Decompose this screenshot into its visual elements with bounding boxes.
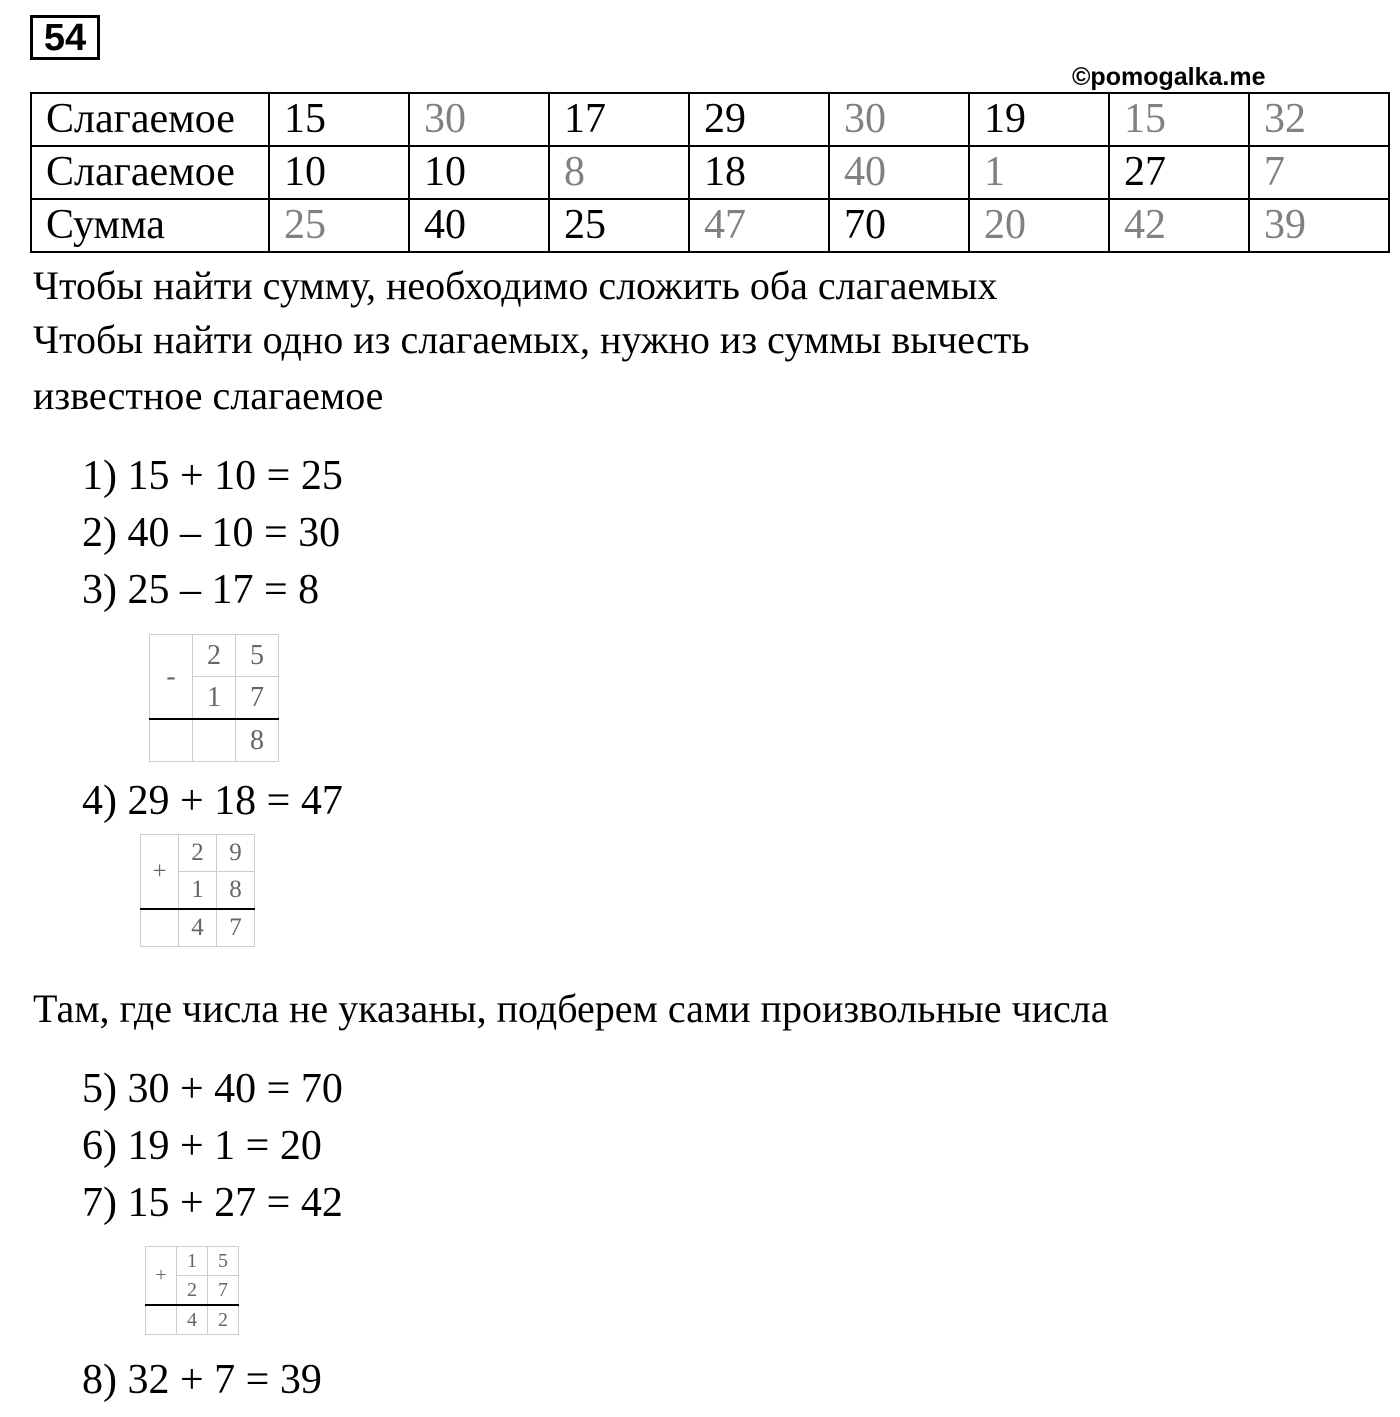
rule-line-3: известное слагаемое: [33, 373, 384, 418]
calc-empty-cell: [150, 719, 193, 762]
calc-digit: 2: [208, 1305, 239, 1335]
calc-digit: 4: [179, 909, 217, 947]
table-cell: 7: [1249, 146, 1389, 199]
table-cell: 70: [829, 199, 969, 252]
table-cell: 20: [969, 199, 1109, 252]
calc-digit: 7: [236, 677, 279, 720]
table-cell: 30: [829, 93, 969, 146]
equation-5: 5) 30 + 40 = 70: [82, 1066, 343, 1112]
calc-digit: 2: [177, 1276, 208, 1306]
calc-empty-cell: [141, 909, 179, 947]
table-cell: 40: [409, 199, 549, 252]
column-calc-addition-1: [140, 834, 255, 947]
table-cell: 10: [269, 146, 409, 199]
table-cell: 32: [1249, 93, 1389, 146]
calc-digit: 9: [217, 835, 255, 872]
equation-2: 2) 40 – 10 = 30: [82, 510, 341, 556]
calc-digit: 8: [236, 719, 279, 762]
table-cell: 42: [1109, 199, 1249, 252]
calc-operator: +: [146, 1247, 177, 1306]
row-header: Слагаемое: [31, 93, 269, 146]
table-cell: 15: [1109, 93, 1249, 146]
rule-line-2: Чтобы найти одно из слагаемых, нужно из суммы вычесть: [33, 317, 1030, 362]
table-cell: 47: [689, 199, 829, 252]
table-cell: 30: [409, 93, 549, 146]
table-cell: 17: [549, 93, 689, 146]
table-row: [31, 199, 1389, 252]
calc-digit: 5: [236, 635, 279, 677]
table-cell: 39: [1249, 199, 1389, 252]
table-cell: 29: [689, 93, 829, 146]
equation-8: 8) 32 + 7 = 39: [82, 1357, 322, 1403]
table-cell: 1: [969, 146, 1109, 199]
calc-digit: 8: [217, 872, 255, 910]
note-line: Там, где числа не указаны, подберем сами произвольные числа: [33, 986, 1109, 1031]
table-cell: 25: [549, 199, 689, 252]
column-calc-addition-2: [145, 1246, 239, 1335]
table-cell: 10: [409, 146, 549, 199]
equation-1: 1) 15 + 10 = 25: [82, 453, 343, 499]
table-cell: 27: [1109, 146, 1249, 199]
table-cell: 19: [969, 93, 1109, 146]
calc-digit: 5: [208, 1247, 239, 1276]
row-header: Слагаемое: [31, 146, 269, 199]
calc-digit: 7: [208, 1276, 239, 1306]
table-row: [31, 146, 1389, 199]
calc-digit: [193, 719, 236, 762]
calc-digit: 2: [193, 635, 236, 677]
task-number: 54: [30, 15, 100, 60]
calc-operator: -: [150, 635, 193, 720]
table-cell: 40: [829, 146, 969, 199]
row-header: Сумма: [31, 199, 269, 252]
calc-digit: 2: [179, 835, 217, 872]
table-cell: 18: [689, 146, 829, 199]
watermark: ©pomogalka.me: [1072, 63, 1266, 91]
calc-operator: +: [141, 835, 179, 910]
column-calc-subtraction: [149, 634, 279, 762]
equation-7: 7) 15 + 27 = 42: [82, 1180, 343, 1226]
calc-digit: 1: [179, 872, 217, 910]
calc-digit: 1: [193, 677, 236, 720]
calc-digit: 1: [177, 1247, 208, 1276]
equation-6: 6) 19 + 1 = 20: [82, 1123, 322, 1169]
equation-4: 4) 29 + 18 = 47: [82, 778, 343, 824]
table-row: [31, 93, 1389, 146]
calc-empty-cell: [146, 1305, 177, 1335]
calc-digit: 4: [177, 1305, 208, 1335]
addends-sum-table: [30, 92, 1390, 253]
table-cell: 25: [269, 199, 409, 252]
calc-digit: 7: [217, 909, 255, 947]
equation-3: 3) 25 – 17 = 8: [82, 567, 320, 613]
table-cell: 8: [549, 146, 689, 199]
table-cell: 15: [269, 93, 409, 146]
rule-line-1: Чтобы найти сумму, необходимо сложить оба слагаемых: [33, 263, 998, 308]
